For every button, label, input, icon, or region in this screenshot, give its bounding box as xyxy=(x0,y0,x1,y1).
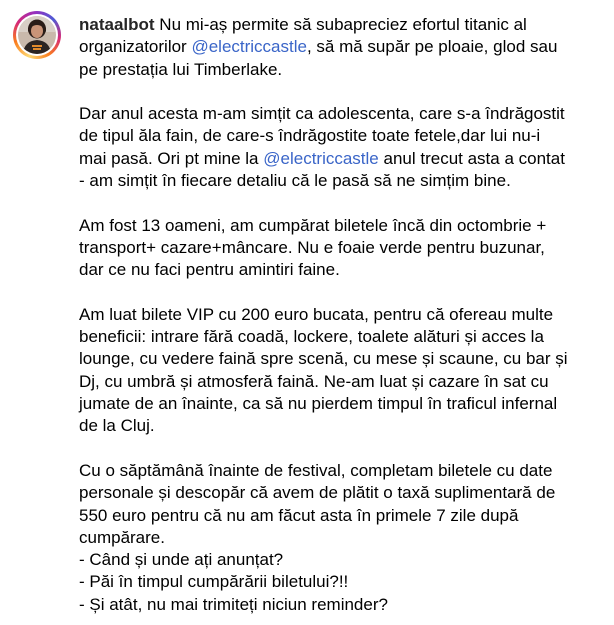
mention-link[interactable]: @electriccastle xyxy=(263,148,379,168)
comment-line: personale și descopăr că avem de plătit o taxă suplimentară de xyxy=(79,483,556,503)
comment-line: beneficii: intrare fără coadă, lockere, toalete alături și acces la xyxy=(79,327,544,347)
paragraph-gap xyxy=(79,438,607,460)
comment-line: dar ce nu faci pentru amintiri faine. xyxy=(79,260,340,280)
text-run: Nu mi-aș permite să subapreciez efortul titanic al xyxy=(159,15,527,34)
comment-line xyxy=(79,14,607,36)
avatar[interactable] xyxy=(13,11,61,59)
comment-line: Am fost 13 oameni, am cumpărat biletele încă din octombrie + xyxy=(79,215,547,235)
text-run: mai pasă. Ori pt mine la xyxy=(79,148,264,168)
profile-photo-icon xyxy=(18,16,56,54)
comment-line: - am simțit în fiecare detaliu că le pasă să ne simțim bine. xyxy=(79,171,511,191)
comment-line: lounge, cu vedere faină spre scenă, cu mese și scaune, cu bar și xyxy=(79,349,568,369)
comment-line: de la Cluj. xyxy=(79,416,155,436)
comment-line: 550 euro pentru că nu am făcut asta în primele 7 zile după xyxy=(79,505,519,525)
comment-line: pe prestația lui Timberlake. xyxy=(79,59,283,79)
avatar-ring-gap xyxy=(16,14,58,56)
paragraph-gap xyxy=(79,192,607,214)
comment-line: cumpărare. xyxy=(79,527,165,547)
mention-link[interactable]: @electriccastle xyxy=(191,37,307,57)
comment-line: Dj, cu umbră și atmosferă faină. Ne-am luat și cazare în sat cu xyxy=(79,371,549,391)
text-run: anul trecut asta a contat xyxy=(378,148,565,168)
comment-text xyxy=(79,14,607,616)
comment-line: transport+ cazare+mâncare. Nu e foaie verde pentru buzunar, xyxy=(79,237,545,257)
comment-line: - Și atât, nu mai trimiteți niciun reminder? xyxy=(79,594,388,614)
comment-line: Cu o săptămână înainte de festival, completam biletele cu date xyxy=(79,460,553,480)
comment-line: Dar anul acesta m-am simțit ca adolescenta, care s-a îndrăgostit xyxy=(79,104,565,124)
comment-line: - Păi în timpul cumpărării biletului?!! xyxy=(79,572,349,592)
comment-line xyxy=(79,148,607,170)
comment-line xyxy=(79,36,607,58)
comment-line: de tipul ăla fain, de care-s îndrăgostite toate fetele,dar lui nu-i xyxy=(79,126,541,146)
comment-line: Am luat bilete VIP cu 200 euro bucata, pentru că ofereau multe xyxy=(79,304,554,324)
comment-line: jumate de an înainte, ca să nu pierdem timpul în traficul infernal xyxy=(79,394,558,414)
username-link[interactable]: nataalbot xyxy=(79,15,155,34)
comment-line: - Când și unde ați anunțat? xyxy=(79,550,284,570)
text-run: , să mă supăr pe ploaie, glod sau xyxy=(306,37,558,57)
paragraph-gap xyxy=(79,81,607,103)
text-run: organizatorilor xyxy=(79,37,192,57)
paragraph-gap xyxy=(79,282,607,304)
